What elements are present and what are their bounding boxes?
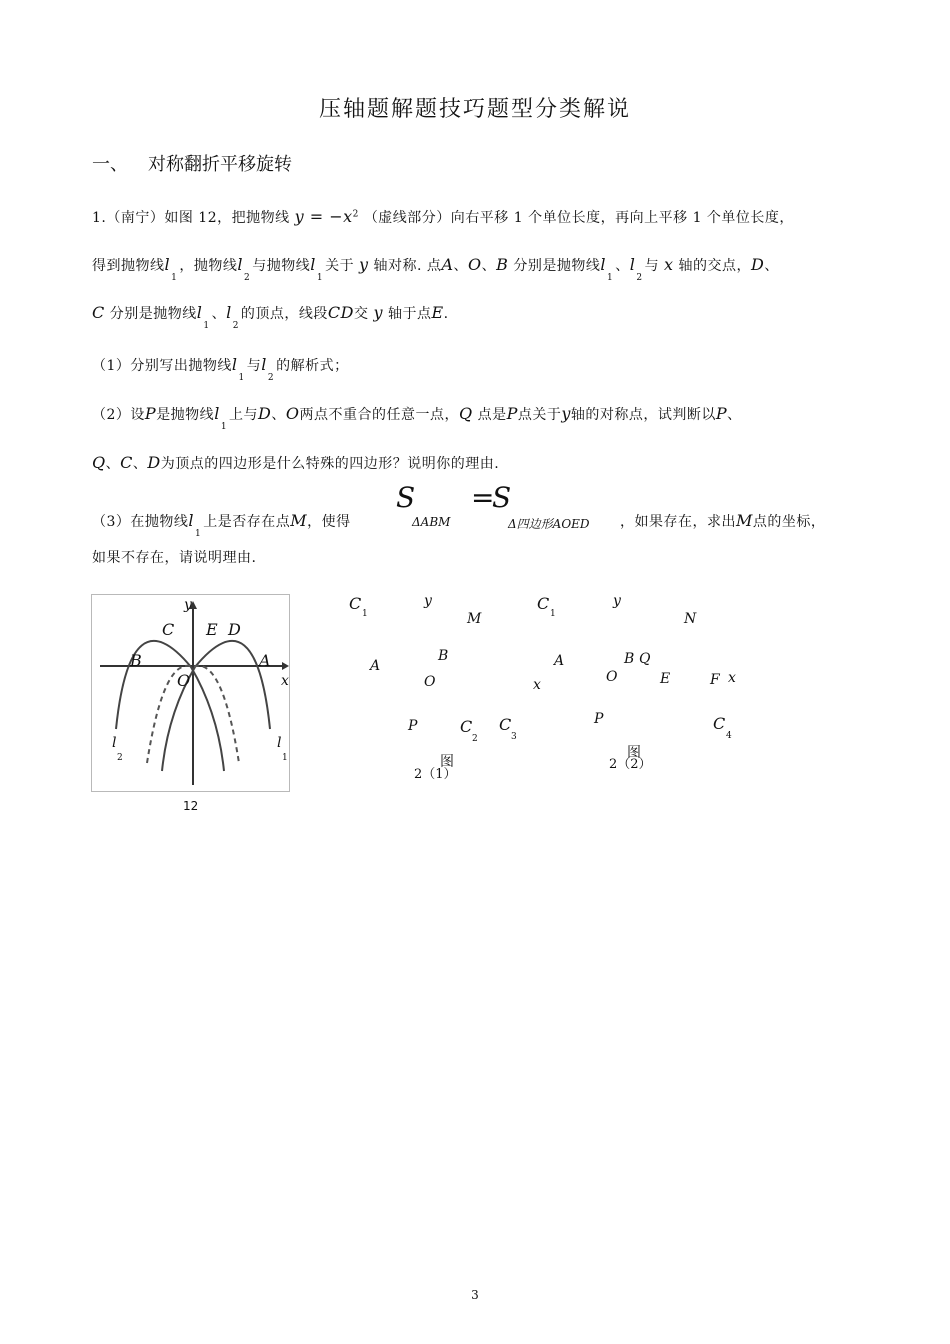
fig2-label-C4-sub: 4 [726,731,732,741]
sep: 、 [453,258,468,274]
var-E: E [431,303,444,322]
var-l: l [231,355,238,374]
page-title: 压轴题解题技巧题型分类解说 [318,97,631,122]
fig2-label-A1: A [370,658,381,674]
var-C: C [92,303,105,322]
fig2-label-C2-sub: 2 [472,734,478,744]
var-l: l [196,303,203,322]
var-M: M [290,511,308,530]
fig2-label-x1: x [533,677,541,693]
var-D: D [258,404,272,423]
problem-line-1 [92,207,794,227]
var-y: y [359,255,369,274]
fig2-caption-1-top: 图 [440,754,454,770]
text: （3）在抛物线 [92,514,189,530]
var-P: P [506,404,518,423]
fig2-label-y2: y [613,593,621,609]
sub-2: 2 [267,373,275,383]
label-C: C [162,620,175,639]
fig2-label-C1: C [349,594,362,613]
fig2-label-C3: C [499,715,512,734]
problem-line-3 [92,303,449,331]
text: 轴对称. 点 [373,258,442,274]
fig2-label-A2: A [554,653,565,669]
fig2-label-E: E [660,671,671,687]
text: 两点不重合的任意一点， [299,407,459,423]
sep: 、 [615,258,630,274]
fig2-label-C2: C [460,717,473,736]
text: 的解析式； [276,358,349,374]
var-l: l [214,404,220,423]
parabola-l1 [162,641,270,771]
label-A: A [259,651,271,670]
label-D: D [228,620,241,639]
var-P: P [715,404,728,423]
sub-1: 1 [195,529,202,539]
var-O: O [468,255,482,274]
question-1 [92,355,349,383]
label-O: O [177,671,191,690]
text: 上与 [229,407,259,423]
text: ，如果存在，求出 [620,514,736,530]
fig2-label-x2: x [728,670,736,686]
var-D: D [751,255,765,274]
fig2-label-P2: P [594,711,604,727]
sub-1: 1 [238,373,245,383]
text: 的顶点，线段 [240,306,328,322]
fig2-label-y1: y [424,593,432,609]
text: 分别是抛物线 [513,258,601,274]
area-sub-quad: Δ四边形AOED [508,517,590,531]
text: 点的坐标， [752,514,826,530]
sub-1: 1 [220,422,228,432]
fig2-label-B1: B [438,648,449,664]
text: 点关于 [517,407,562,423]
area-sub-abm: ΔABM [412,515,451,529]
text: 得到抛物线 [92,258,165,274]
fig2-label-O2: O [606,669,618,685]
question-3-tail [620,511,825,531]
text: 为顶点的四边形是什么特殊的四边形？说明你的理由. [160,456,500,472]
area-S-left: S [396,481,416,514]
sep: 、 [481,258,497,274]
sub-2: 2 [232,321,239,331]
fig2-label-C1b: C [537,594,550,613]
label-l2-sub: 2 [117,753,123,763]
sep: 、 [105,456,121,472]
text: （虚线部分）向右平移 1 个单位长度，再向上平移 1 个单位长度， [363,210,794,226]
question-3 [92,511,351,539]
var-P: P [144,404,157,423]
text: 轴于点 [387,306,432,322]
exponent: 2 [352,209,359,220]
var-l: l [226,303,232,322]
text: 关于 [325,258,355,274]
label-x: x [281,673,289,689]
question-2-cont [92,453,499,473]
fig2-caption-2-bottom: 2（2） [609,757,652,772]
text: 是抛物线 [156,407,215,423]
fig2-label-O1: O [424,674,436,690]
var-D: D [147,453,161,472]
fig2-label-F: F [710,672,720,688]
fig2-label-P1: P [408,718,418,734]
section-title: 对称翻折平移旋转 [148,154,292,175]
figure-12 [91,594,290,792]
label-B: B [130,651,142,670]
sep: 、 [727,407,742,423]
sub-2: 2 [636,273,643,283]
var-l: l [600,255,606,274]
sub-1: 1 [606,273,614,283]
text: ，抛物线 [179,258,238,274]
page-number: 3 [471,1288,479,1302]
sub-1: 1 [171,273,178,283]
section-heading [92,150,292,176]
text: 1.（南宁）如图 12，把抛物线 [92,210,290,226]
text: 与 [246,358,262,374]
fig2-label-C4: C [713,714,726,733]
x-axis-arrow [282,662,289,670]
text: 轴的对称点，试判断以 [570,407,716,423]
label-E: E [206,620,218,639]
var-B: B [496,255,509,274]
question-3-cont: 如果不存在，请说明理由. [92,550,257,566]
sub-2: 2 [243,273,251,283]
var-Q: Q [92,453,106,472]
var-l: l [164,255,171,274]
text: 上是否存在点 [203,514,291,530]
var-Q: Q [459,404,473,423]
text: ，使得 [307,514,351,530]
fig2-label-C1-sub: 1 [362,609,368,619]
fig2-caption-2-top: 图 [627,745,641,761]
var-CD: CD [327,303,354,322]
var-l: l [310,255,316,274]
text: （2）设 [92,407,145,423]
text: 与 [644,258,660,274]
label-y: y [184,597,192,613]
sub-1: 1 [316,273,324,283]
fig2-label-N: N [684,611,697,627]
sep: 、 [132,456,148,472]
sep: 、 [211,306,227,322]
var-x: x [664,255,674,274]
sub-1: 1 [203,321,210,331]
var-M: M [736,511,753,530]
var-l: l [261,355,267,374]
problem-line-2 [92,255,779,283]
period: . [443,306,449,322]
fig2-label-Q: Q [639,651,651,667]
text: 与抛物线 [252,258,311,274]
var-l: l [188,511,195,530]
fig2-label-B2: B [624,651,635,667]
fig2-label-C1b-sub: 1 [550,609,556,619]
question-2 [92,404,742,432]
var-C: C [120,453,133,472]
fig2-label-C3-sub: 3 [511,732,517,742]
text: 点是 [477,407,507,423]
var-O: O [285,404,300,423]
fig2-label-M: M [467,611,482,627]
text: 分别是抛物线 [109,306,197,322]
var-y: y [373,303,383,322]
var-y: y [561,404,571,423]
sep: 、 [271,407,286,423]
sep: 、 [764,258,779,274]
label-l1-sub: 1 [282,753,288,763]
var-l: l [237,255,243,274]
text: （1）分别写出抛物线 [92,358,232,374]
equation: y = −x [294,207,353,226]
label-l1: l [277,735,282,751]
text: 轴的交点， [678,258,751,274]
var-A: A [441,255,454,274]
figure-12-caption: 12 [183,799,199,813]
text: 交 [354,306,369,322]
area-equals: = [471,481,495,514]
fig2-caption-1-bottom: 2（1） [414,767,457,782]
var-l: l [629,255,636,274]
area-S-right: S [492,481,512,514]
section-number: 一、 [92,154,128,175]
label-l2: l [112,735,117,751]
